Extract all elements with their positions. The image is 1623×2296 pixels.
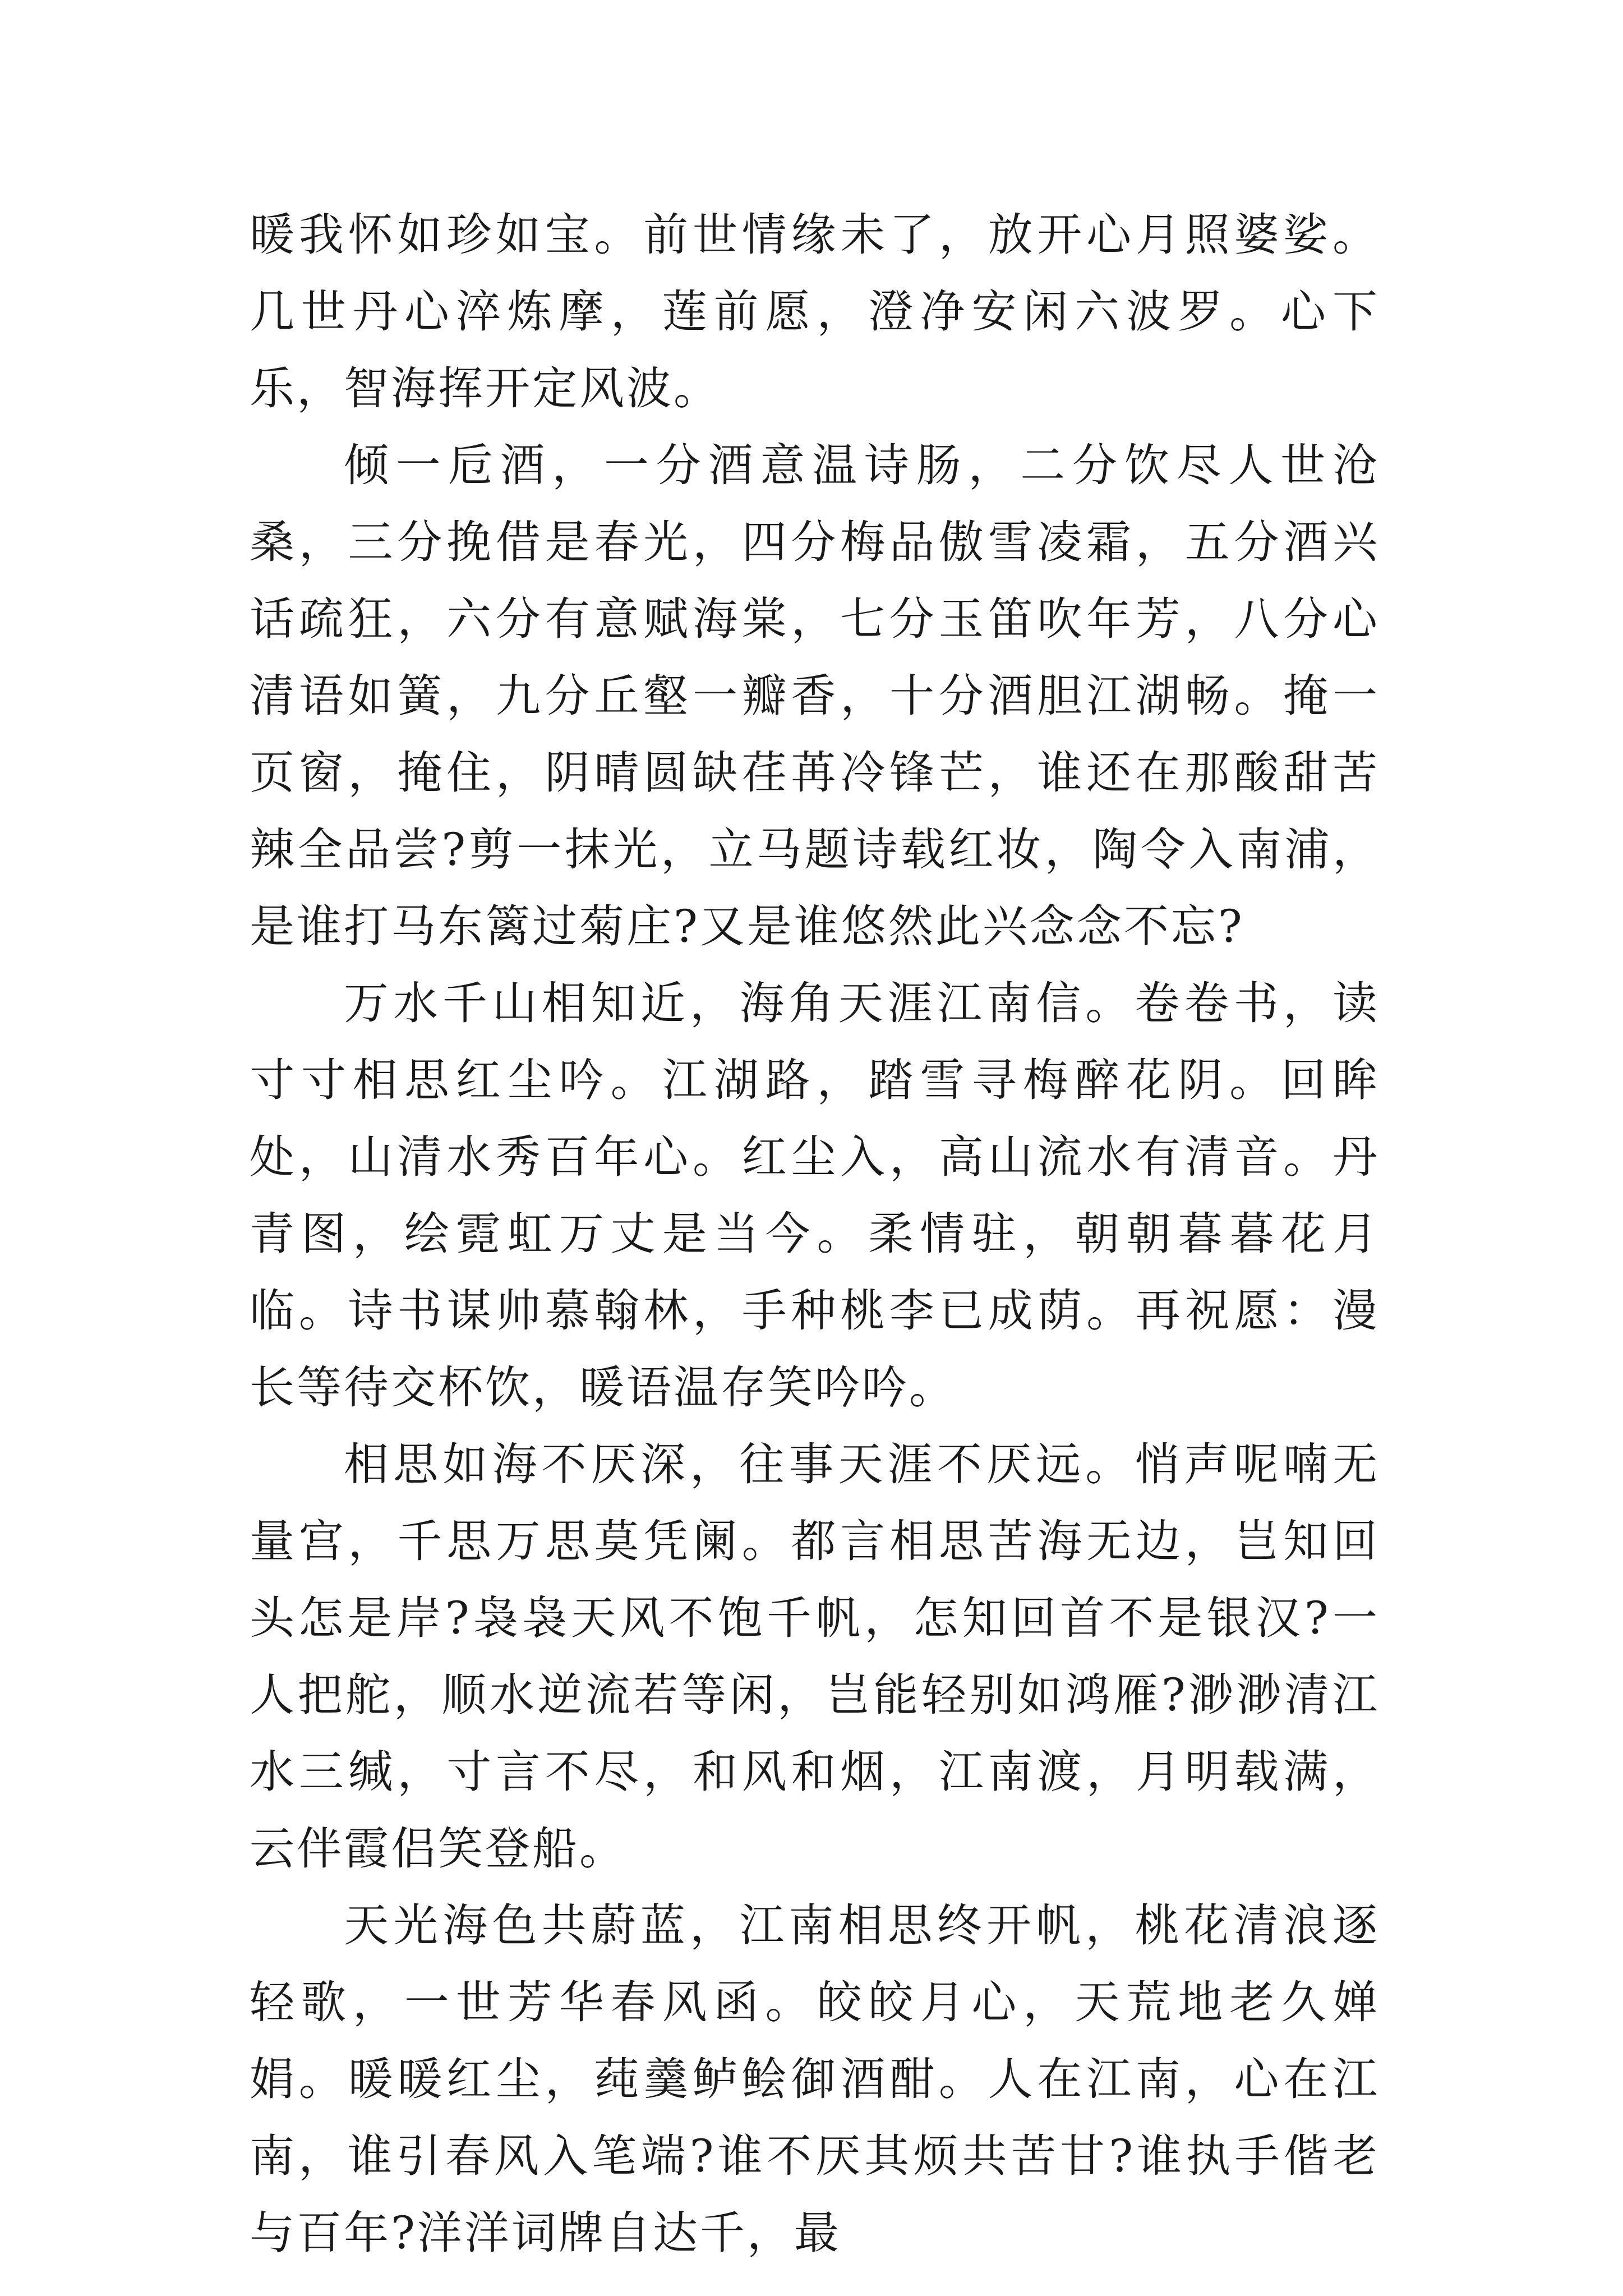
paragraph-3: 万水千山相知近，海角天涯江南信。卷卷书，读寸寸相思红尘吟。江湖路，踏雪寻梅醉花阴。回眸处，山清水秀百年心。红尘入，高山流水有清音。丹青图，绘霓虹万丈是当今。柔情驻，朝朝暮暮花月临。诗书谋帅慕翰林，手种桃李已成荫。再祝愿：漫长等待交杯饮，暖语温存笑吟吟。 [250,977,1380,1414]
paragraph-5: 天光海色共蔚蓝，江南相思终开帆，桃花清浪逐轻歌，一世芳华春风函。皎皎月心，天荒地老久婵娟。暖暖红尘，莼羹鲈鲙御酒酣。人在江南，心在江南，谁引春风入笔端?谁不厌其烦共苦甘?谁执手偕老与百年?洋洋词牌自达千，最 [250,1899,1380,2259]
paragraph-4: 相思如海不厌深，往事天涯不厌远。悄声呢喃无量宫，千思万思莫凭阑。都言相思苦海无边，岂知回头怎是岸?袅袅天风不饱千帆，怎知回首不是银汉?一人把舵，顺水逆流若等闲，岂能轻别如鸿雁?渺渺清江水三缄，寸言不尽，和风和烟，江南渡，月明载满，云伴霞侣笑登船。 [250,1438,1380,1875]
paragraph-2: 倾一卮酒，一分酒意温诗肠，二分饮尽人世沧桑，三分挽借是春光，四分梅品傲雪凌霜，五分酒兴话疏狂，六分有意赋海棠，七分玉笛吹年芳，八分心清语如簧，九分丘壑一瓣香，十分酒胆江湖畅。掩一页窗，掩住，阴晴圆缺荏苒冷锋芒，谁还在那酸甜苦辣全品尝?剪一抹光，立马题诗载红妆，陶令入南浦，是谁打马东篱过菊庄?又是谁悠然此兴念念不忘? [250,439,1380,953]
body-text [250,196,1380,2271]
paragraph-1: 暖我怀如珍如宝。前世情缘未了，放开心月照婆娑。几世丹心淬炼摩，莲前愿，澄净安闲六波罗。心下乐，智海挥开定风波。 [250,209,1380,415]
